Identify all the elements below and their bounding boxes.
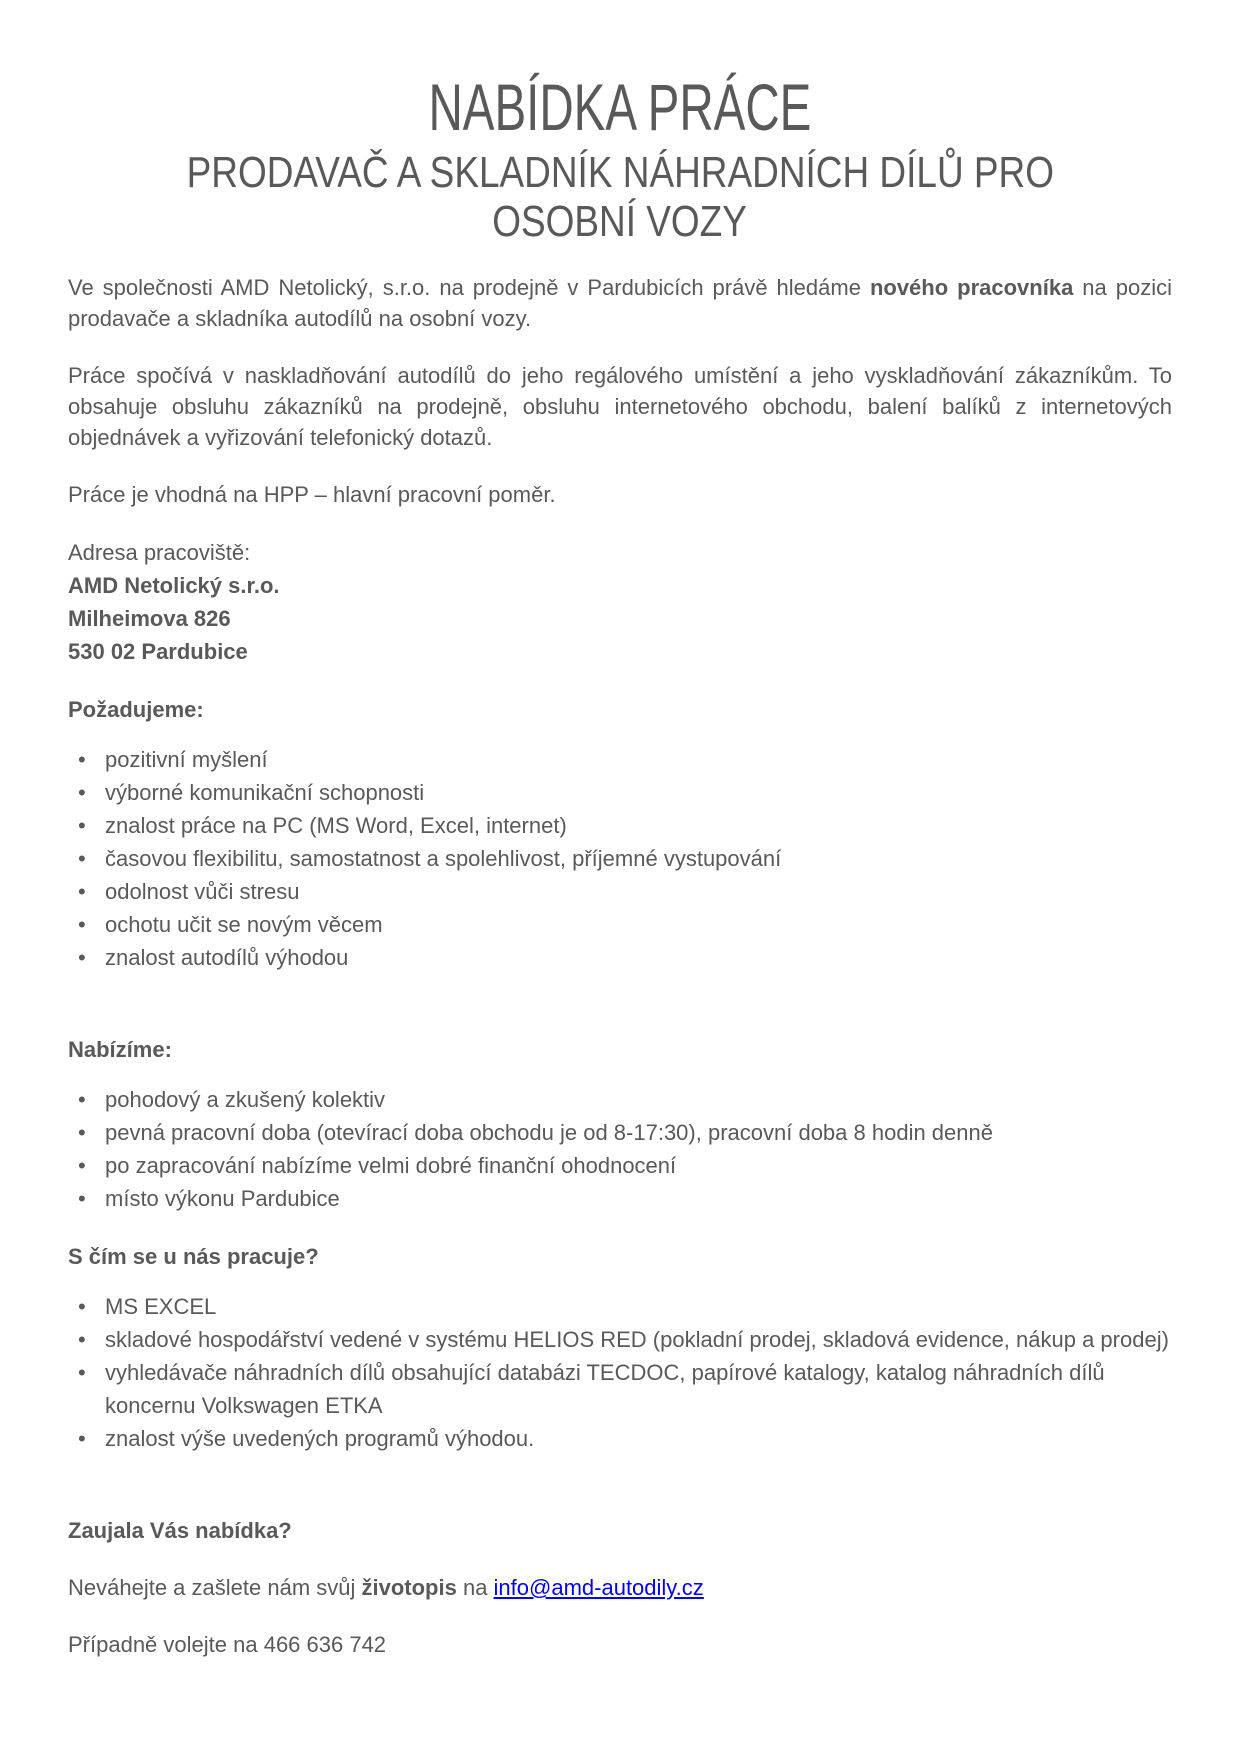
closing-question: Zaujala Vás nabídka? bbox=[68, 1518, 292, 1543]
address-street: Milheimova 826 bbox=[68, 606, 231, 631]
list-item: • odolnost vůči stresu bbox=[68, 875, 1172, 908]
list-item: • pevná pracovní doba (otevírací doba obchodu je od 8-17:30), pracovní doba 8 hodin denně bbox=[68, 1116, 1172, 1149]
list-item: • MS EXCEL bbox=[68, 1290, 1172, 1323]
address-company: AMD Netolický s.r.o. bbox=[68, 573, 280, 598]
page-title-text: NABÍDKA PRÁCE bbox=[428, 70, 812, 144]
tools-list bbox=[68, 1290, 1172, 1455]
intro-bold-phrase: nového pracovníka bbox=[869, 275, 1074, 300]
page-subtitle-line-1 bbox=[68, 148, 1172, 197]
cta-bold-word: životopis bbox=[361, 1575, 457, 1600]
employment-note-paragraph: Práce je vhodná na HPP – hlavní pracovní poměr. bbox=[68, 482, 556, 507]
cta-middle: na bbox=[456, 1575, 494, 1600]
page-subtitle-line-2-text: OSOBNÍ VOZY bbox=[492, 197, 748, 246]
page-title bbox=[68, 70, 1172, 144]
requirements-list bbox=[68, 743, 1172, 974]
offer-list bbox=[68, 1083, 1172, 1215]
list-item: • místo výkonu Pardubice bbox=[68, 1182, 1172, 1215]
list-item: • znalost autodílů výhodou bbox=[68, 941, 1172, 974]
page-subtitle-line-2 bbox=[68, 197, 1172, 246]
email-link[interactable]: info@amd-autodily.cz bbox=[493, 1575, 704, 1600]
address-block bbox=[68, 536, 1172, 668]
address-label: Adresa pracoviště: bbox=[68, 540, 251, 565]
intro-suffix: na pozici prodavače a skladníka autodílů na osobní vozy. bbox=[68, 275, 1172, 331]
list-item: • pohodový a zkušený kolektiv bbox=[68, 1083, 1172, 1116]
list-item: • pozitivní myšlení bbox=[68, 743, 1172, 776]
page-subtitle bbox=[68, 148, 1172, 246]
list-item: • výborné komunikační schopnosti bbox=[68, 776, 1172, 809]
phone-number: 466 636 742 bbox=[263, 1632, 387, 1657]
list-item: • znalost výše uvedených programů výhodou. bbox=[68, 1422, 1172, 1455]
list-item: • časovou flexibilitu, samostatnost a spolehlivost, příjemné vystupování bbox=[68, 842, 1172, 875]
offer-heading: Nabízíme: bbox=[68, 1037, 172, 1062]
cta-prefix: Neváhejte a zašlete nám svůj bbox=[68, 1575, 362, 1600]
cta-paragraph bbox=[68, 1572, 1172, 1603]
work-description-paragraph: Práce spočívá v naskladňování autodílů do jeho regálového umístění a jeho vyskladňování zákazníkům. To obsahuje obsluhu zákazníků na prodejně, obsluhu internetového obchodu, balení balíků z internetových objednávek a vyřizování telefonický dotazů. bbox=[68, 363, 1172, 450]
list-item: • vyhledávače náhradních dílů obsahující databázi TECDOC, papírové katalogy, katalog náhradních dílů koncernu Volkswagen ETKA bbox=[68, 1356, 1172, 1422]
list-item: • po zapracování nabízíme velmi dobré finanční ohodnocení bbox=[68, 1149, 1172, 1182]
list-item: • skladové hospodářství vedené v systému HELIOS RED (pokladní prodej, skladová evidence, nákup a prodej) bbox=[68, 1323, 1172, 1356]
list-item: • ochotu učit se novým věcem bbox=[68, 908, 1172, 941]
intro-paragraph bbox=[68, 272, 1172, 334]
list-item: • znalost práce na PC (MS Word, Excel, internet) bbox=[68, 809, 1172, 842]
phone-paragraph bbox=[68, 1629, 1172, 1660]
intro-prefix: Ve společnosti AMD Netolický, s.r.o. na prodejně v Pardubicích právě hledáme bbox=[68, 275, 870, 300]
tools-heading: S čím se u nás pracuje? bbox=[68, 1244, 319, 1269]
requirements-heading: Požadujeme: bbox=[68, 697, 204, 722]
page-subtitle-line-1-text: PRODAVAČ A SKLADNÍK NÁHRADNÍCH DÍLŮ PRO bbox=[186, 148, 1054, 197]
phone-prefix: Případně volejte na bbox=[68, 1632, 264, 1657]
address-city: 530 02 Pardubice bbox=[68, 639, 248, 664]
